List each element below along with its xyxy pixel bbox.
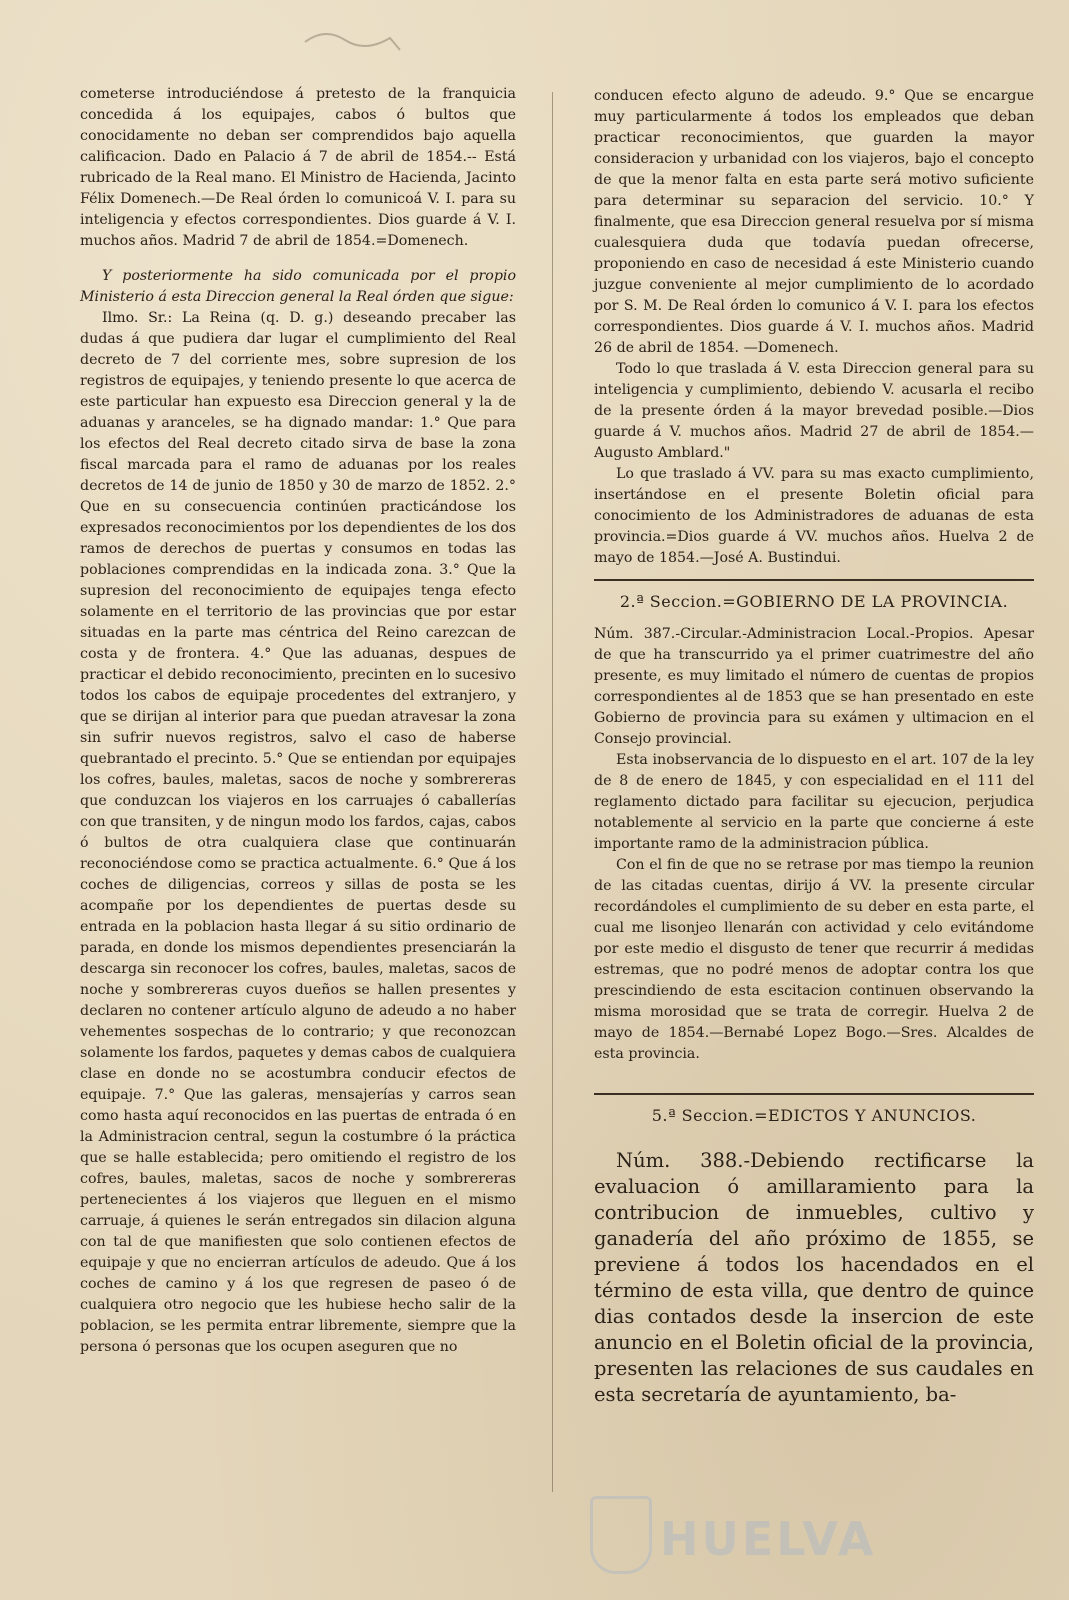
circular-387-paragraph-3: Con el fin de que no se retrase por mas tiempo la reunion de las citadas cuentas, dirijo á VV. la presente circular recordándoles el cumplimiento de su deber en esta parte, el cual me lisonjeo llenarán con actividad y celo evitándome por este medio el disgusto de tener que recurrir á medidas estremas, que no podré menos de adoptar contra los que prescindiendo de esta escitacion continuen observando la misma morosidad que se trata de corregir. Huelva 2 de mayo de 1854.—Bernabé Lopez Bogo.—Sres. Alcaldes de esta provincia. [594, 857, 1034, 1062]
right-column-paragraph-1: conducen efecto alguno de adeudo. 9.° Que se encargue muy particularmente á todos los empleados que deban practicar reconocimientos, que guarden la mayor consideracion y urbanidad con los viajeros, bajo el concepto de que la menor falta en esta parte será motivo suficiente para determinar su separacion del servicio. 10.° Y finalmente, que esa Direccion general resuelva por sí misma cualesquiera duda que todavía puedan ofrecerse, proponiendo en caso de necesidad á este Ministerio cuando juzgue conveniente al mejor cumplimiento de lo acordado por S. M. De Real órden lo comunico á V. I. para los efectos correspondientes. Dios guarde á V. I. muchos años. Madrid 26 de abril de 1854. —Domenech. [594, 88, 1034, 356]
section-heading-edictos: 5.ª Seccion.=EDICTOS Y ANUNCIOS. [651, 1106, 977, 1125]
right-column [594, 86, 1034, 1408]
left-column-intro-paragraph: Y posteriormente ha sido comunicada por el propio Ministerio á esta Direccion general la Real órden que sigue: [80, 268, 516, 305]
right-column-paragraph-2: Todo lo que traslada á V. esta Direccion general para su inteligencia y cumplimiento, debiendo V. acusarla el recibo de la presente órden á la mayor brevedad posible.—Dios guarde á V. muchos años. Madrid 27 de abril de 1854.—Augusto Amblard." [594, 361, 1034, 461]
section-rule-middle [594, 1093, 1034, 1095]
left-column-paragraph-1: cometerse introduciéndose á pretesto de la franquicia concedida á los equipajes, cabos ó bultos que conocidamente no deban ser comprendidos bajo aquella calificacion. Dado en Palacio á 7 de abril de 1854.-- Está rubricado de la Real mano. El Ministro de Hacienda, Jacinto Félix Domenech.—De Real órden lo comunicoá V. I. para su inteligencia y efectos correspondientes. Dios guarde á V. I. muchos años. Madrid 7 de abril de 1854.=Domenech. [80, 86, 516, 249]
section-heading-gobierno: 2.ª Seccion.=GOBIERNO DE LA PROVINCIA. [619, 592, 1009, 611]
notice-388: Núm. 388.-Debiendo rectificarse la evaluacion ó amillaramiento para la contribucion de inmuebles, cultivo y ganadería del año próximo de 1855, se previene á todos los hacendados en el término de esta villa, que dentro de quince dias contados desde la insercion de este anuncio en el Boletin oficial de la provincia, presenten las relaciones de sus caudales en esta secretaría de ayuntamiento, ba- [594, 1149, 1034, 1406]
right-column-paragraph-3: Lo que traslado á VV. para su mas exacto cumplimiento, insertándose en el presente Boletin oficial para conocimiento de los Administradores de aduanas de esta provincia.=Dios guarde á VV. muchos años. Huelva 2 de mayo de 1854.—José A. Bustindui. [594, 466, 1034, 566]
library-watermark [660, 1512, 960, 1568]
watermark-text: HUELVA [660, 1512, 877, 1566]
ink-smudge-mark [300, 22, 410, 62]
left-column [80, 84, 516, 1358]
circular-387-paragraph-1: Núm. 387.-Circular.-Administracion Local.-Propios. Apesar de que ha transcurrido ya el primer cuatrimestre del año presente, es muy limitado el número de cuentas de propios correspondientes al de 1853 que se han presentado en este Gobierno de provincia para su exámen y ultimacion en el Consejo provincial. [594, 626, 1034, 747]
section-rule-top [594, 579, 1034, 581]
shield-icon [590, 1496, 652, 1574]
column-divider [552, 92, 553, 1492]
left-column-royal-order: Ilmo. Sr.: La Reina (q. D. g.) deseando precaber las dudas á que pudiera dar lugar el cumplimiento del Real decreto de 7 del corriente mes, sobre supresion de los registros de equipajes, y teniendo presente lo que acerca de este particular han expuesto esa Direccion general y la de aduanas y aranceles, se ha dignado mandar: 1.° Que para los efectos del Real decreto citado sirva de base la zona fiscal marcada para el ramo de aduanas por los reales decretos de 14 de junio de 1850 y 30 de marzo de 1852. 2.° Que en su consecuencia continúen practicándose los expresados reconocimientos por los dependientes de los dos ramos de derechos de puertas y consumos en todas las poblaciones comprendidas en la indicada zona. 3.° Que la supresion del reconocimiento de equipajes tenga efecto solamente en el territorio de las provincias que por estar situadas en la parte mas céntrica del Reino carezcan de costa y de frontera. 4.° Que las aduanas, despues de practicar el debido reconocimiento, precinten en lo sucesivo todos los cabos de equipaje procedentes del extranjero, y que se dirijan al interior para que puedan atravesar la zona sin sufrir nuevos registros, salvo el caso de haberse quebrantado el precinto. 5.° Que se entiendan por equipajes los cofres, baules, maletas, sacos de noche y sombrereras que conduzcan los viajeros en los carruajes ó caballerías con que transiten, y de ningun modo los fardos, cajas, cabos ó bultos de otra cualquiera clase que continuarán reconociéndose como se practica actualmente. 6.° Que á los coches de diligencias, correos y sillas de posta se les acompañe por los dependientes de puertas desde su entrada en la poblacion hasta llegar á su sitio ordinario de parada, en donde los mismos dependientes presenciarán la descarga sin reconocer los cofres, baules, maletas, sacos de noche y sombrereras cuyos dueños se hallen presentes y declaren no contener artículo alguno de adeudo a no haber vehementes sospechas de lo contrario; y que reconozcan solamente los fardos, paquetes y demas cabos de cualquiera clase en donde no se acostumbra conducir efectos de equipaje. 7.° Que las galeras, mensajerías y carros sean como hasta aquí reconocidos en las puertas de entrada ó en la Administracion central, segun la costumbre ó la práctica que se halle establecida; pero omitiendo el registro de los cofres, baules, maletas, sacos de noche y sombrereras pertenecientes á los viajeros que lleguen en el mismo carruaje, á quienes le serán entregados sin dilacion alguna con tal de que manifiesten que solo contienen efectos de equipaje y que no encierran artículos de adeudo. Que á los coches de camino y á los que regresen de paseo ó de cualquiera otro negocio que les hubiese hecho salir de la poblacion, se les permita entrar libremente, siempre que la persona ó personas que los ocupen aseguren que no [80, 310, 516, 1355]
circular-387-paragraph-2: Esta inobservancia de lo dispuesto en el art. 107 de la ley de 8 de enero de 1845, y con especialidad en el 111 del reglamento dictado para facilitar su ejecucion, perjudica notablemente al servicio en la parte que concierne á este importante ramo de la administracion pública. [594, 752, 1034, 852]
